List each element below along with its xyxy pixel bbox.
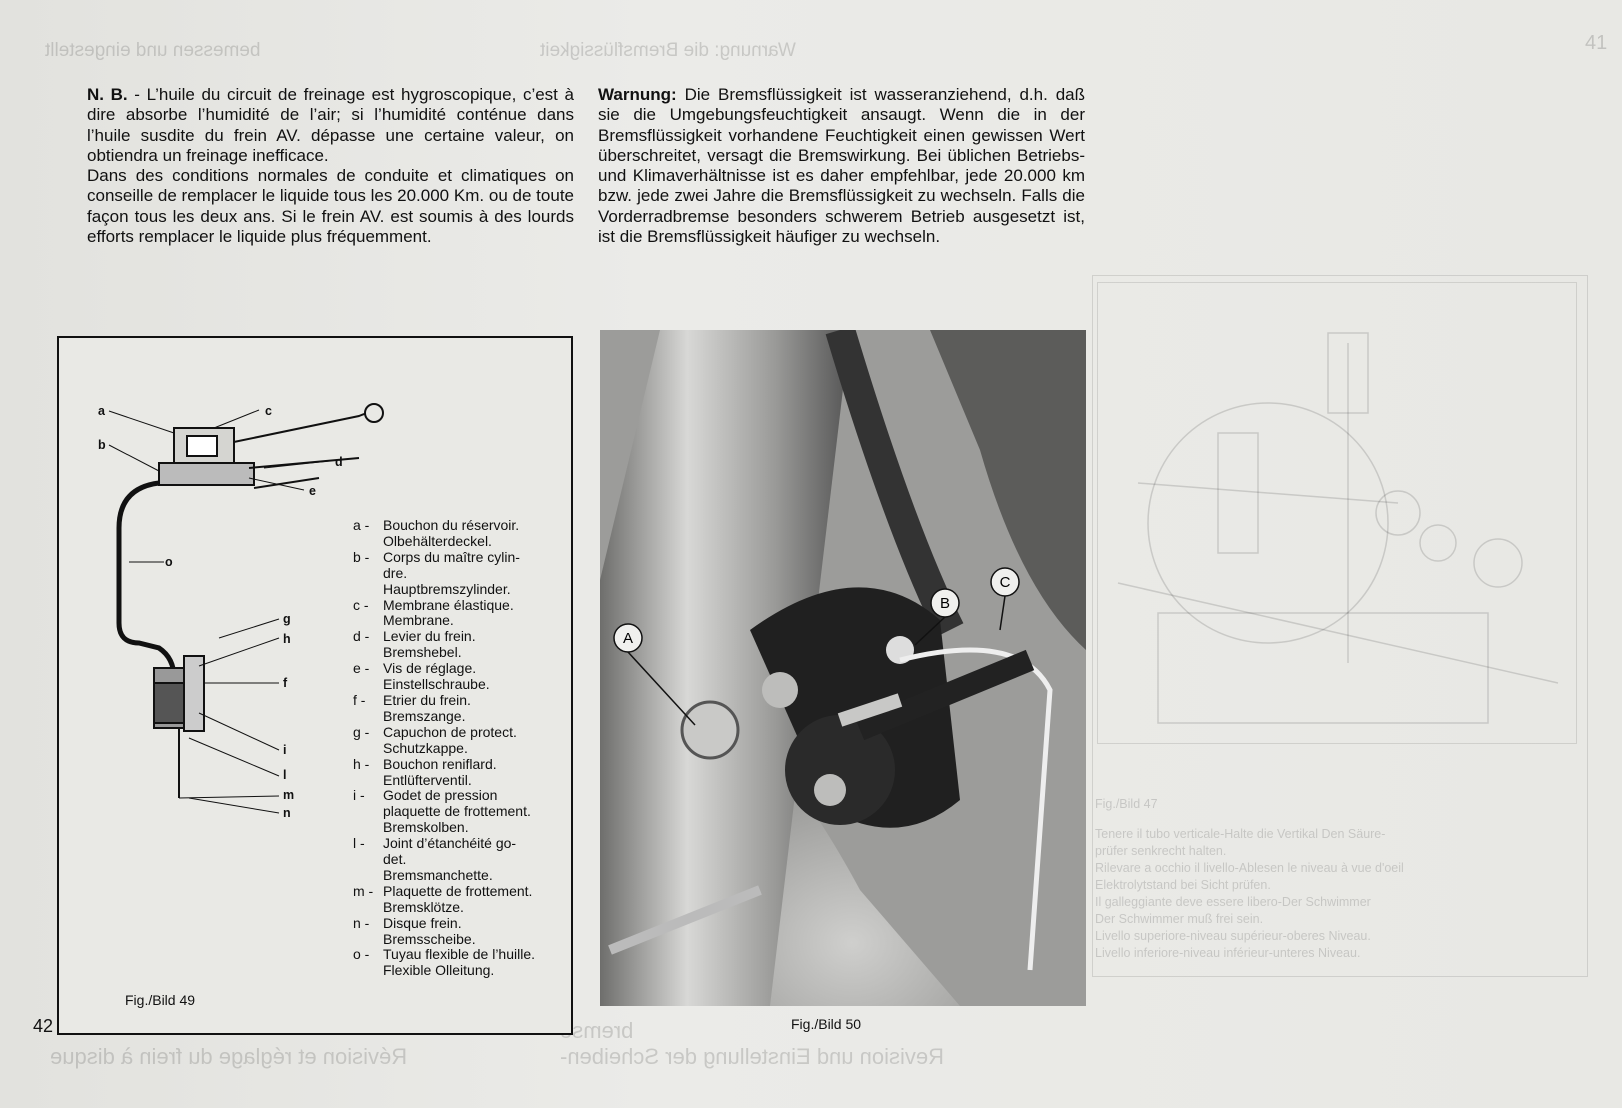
hose-line xyxy=(119,483,174,678)
ghost-figure-line: Elektrolytstand bei Sicht prüfen. xyxy=(1095,878,1271,892)
figure-49-legend xyxy=(353,518,573,979)
german-note-text: Die Bremsflüssigkeit ist wasseranziehend, d.h. daß sie die Umgebungsfeuchtigkeit ansaugt. Wenn die in der Bremsflüssigkeit vorhandene Feuchtigkeit einen gewissen Wert überschreitet, versagt die Bremswirkung. Bei üblichen Betriebs-und Klimaverhältnisse ist es daher empfehlbar, jede 20.000 km bzw. jede zwei Jahre die Bremsflüssigkeit zu wechseln. Falls die Vorderradbremse besonders schwerem Betrieb ausgesetzt ist, ist die Bremsflüssigkeit häufiger zu wechseln. xyxy=(598,85,1085,247)
french-note-para2: Dans des conditions normales de conduite et climatiques on conseille de remplacer le liquide tous les 20.000 Km. ou de toute façon tous les deux ans. Si le frein AV. est soumis à des lourds efforts remplacer le liquide plus fréquemment. xyxy=(87,166,574,247)
ghost-figure-line: Rilevare a occhio il livello-Ablesen le niveau à vue d'oeil xyxy=(1095,861,1404,875)
label-h: h xyxy=(283,632,291,646)
lever-line xyxy=(229,412,381,443)
label-f: f xyxy=(283,676,288,690)
french-note xyxy=(87,85,574,247)
ghost-figure-line: Tenere il tubo verticale-Halte die Vertikal Den Säure- xyxy=(1095,827,1386,841)
label-i: i xyxy=(283,743,287,757)
ghost-figure-frame xyxy=(1097,282,1577,744)
ghost-figure-caption: Fig./Bild 47 xyxy=(1095,797,1158,811)
label-m: m xyxy=(283,788,295,802)
legend-item: e - Vis de réglage. Einstellschraube. xyxy=(353,660,490,693)
legend-item: l - Joint d’étanchéité go- det. Bremsmanchette. xyxy=(353,835,517,883)
french-note-label: N. B. xyxy=(87,85,128,104)
ghost-figure-drawing xyxy=(1098,283,1576,743)
page-number: 42 xyxy=(33,1016,54,1036)
label-c: c xyxy=(265,404,272,418)
figure-50-photo xyxy=(600,330,1086,1006)
ghost-text-line: Warnung: die Bremsflüssigkeit xyxy=(540,40,796,61)
callout-c: C xyxy=(999,574,1011,591)
figure-49-box xyxy=(57,336,573,1035)
label-d: d xyxy=(335,455,343,469)
french-note-para1: N. B. - L’huile du circuit de freinage est hygroscopique, c’est à dire absorbe l’humidité de l’air; si l’humidité conténue dans l’huile susdite du frein AV. dépasse une certaine valeur, on obtiendra un freinage inefficace. xyxy=(87,85,574,165)
figure-49-caption: Fig./Bild 49 xyxy=(125,992,196,1008)
callout-a: A xyxy=(622,630,634,647)
ghost-text-line: Revision und Einstellung der Scheiben- xyxy=(560,1044,945,1069)
legend-item: b - Corps du maître cylin- dre. Hauptbremszylinder. xyxy=(353,548,520,597)
legend-item: a - Bouchon du réservoir. Olbehälterdeckel. xyxy=(353,517,520,549)
ghost-figure-line: Der Schwimmer muß frei sein. xyxy=(1095,912,1264,926)
legend-item: i - Godet de pression plaquette de frottement. Bremskolben. xyxy=(353,787,531,836)
callout-b: B xyxy=(939,595,951,612)
legend-item: f - Etrier du frein. Bremszange. xyxy=(353,691,471,724)
legend-item: m - Plaquette de frottement. Bremsklötze. xyxy=(353,882,533,915)
figure-50-caption: Fig./Bild 50 xyxy=(791,1016,862,1032)
ghost-figure-line: Livello superiore-niveau supérieur-oberes Niveau. xyxy=(1095,929,1371,943)
label-e: e xyxy=(309,484,316,498)
german-note-label: Warnung: xyxy=(598,85,677,104)
ghost-text-line: Révision et réglage du frein à disque xyxy=(50,1044,408,1069)
ghost-figure-line: prüfer senkrecht halten. xyxy=(1095,844,1227,858)
label-g: g xyxy=(283,612,291,626)
ghost-figure-line: Il galleggiante deve essere libero-Der Schwimmer xyxy=(1095,895,1371,909)
legend-item: h - Bouchon reniflard. Entlüfterventil. xyxy=(353,755,497,788)
legend-item: g - Capuchon de protect. Schutzkappe. xyxy=(353,723,517,756)
ghost-page-number: 41 xyxy=(1585,32,1608,54)
legend-item: n - Disque frein. Bremsscheibe. xyxy=(353,914,476,947)
label-n: n xyxy=(283,806,291,820)
german-note xyxy=(598,85,1085,247)
ghost-figure xyxy=(1092,275,1588,977)
label-b: b xyxy=(98,438,106,452)
legend-item: d - Levier du frein. Bremshebel. xyxy=(353,628,476,661)
label-l: l xyxy=(283,768,287,782)
ghost-text-line: bremse xyxy=(560,1018,634,1043)
ghost-figure-line: Livello inferiore-niveau inférieur-unteres Niveau. xyxy=(1095,946,1361,960)
label-o: o xyxy=(165,555,173,569)
legend-item: c - Membrane élastique. Membrane. xyxy=(353,596,514,629)
legend-item: o - Tuyau flexible de l’huille. Flexible Olleitung. xyxy=(353,946,536,979)
ghost-text-line: bemessen und eingestellt xyxy=(45,40,261,61)
label-a: a xyxy=(98,404,105,418)
brake-caliper-photo xyxy=(600,330,1086,1006)
